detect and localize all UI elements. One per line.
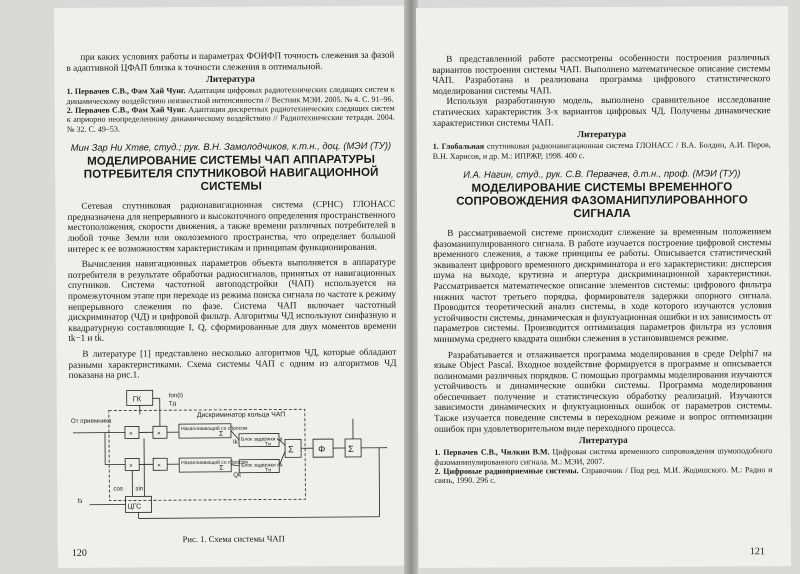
body-paragraph: Сетевая спутниковая радионавигационная система (СРНС) ГЛОНАСС предназначена для непрерывного и высокоточного определения пространственного местоположения, скорости движения, а также времени различных потребителей в любой точке Земли или околоземного пространства, что определяет большой интерес к ее возможностям характеристикам и принципам функционирования. [67, 198, 396, 254]
article-title: МОДЕЛИРОВАНИЕ СИСТЕМЫ ЧАП АППАРАТУРЫ ПОТРЕБИТЕЛЯ СПУТНИКОВОЙ НАВИГАЦИОННОЙ СИСТЕМЫ [83, 152, 379, 194]
body-paragraph: В литературе [1] представлено несколько алгоритмов ЧД, которые обладают разными характеристиками. Схема системы ЧАП с одним из алгоритмов ЧД показана на рис.1. [68, 346, 397, 381]
diagram-label-fe: fэ [77, 497, 83, 505]
literature-heading: Литература [206, 73, 255, 85]
diagram-label-cos: cos [113, 485, 124, 493]
block-diagram [69, 382, 398, 526]
article-authors: Мин Зар Ни Хтве, студ.; рук. В.Н. Замолодчиков, к.т.н., доц. (МЭИ (ТУ)) [70, 139, 392, 154]
left-page [54, 6, 410, 568]
literature-heading: Литература [578, 435, 628, 446]
body-paragraph: Разрабатывается и отлаживается программа моделирования в среде Delphi7 на языке Object Pascal. Входное воздействие формируется в программе и описывается полиномами различных порядков. С помощью программы моделирования изучаются устойчивость и динамические ошибки системы. Программа моделирования обеспечивает получение и статистическую обработку реализаций. Изучаются зависимости динамических и флуктуационных ошибок от параметров системы. Также изучается поведение системы в переходном режиме и вопрос оптимизации ошибок при удовлетворительном виде переходного процесса. [433, 347, 773, 434]
diagram-accum-sigma: Σ [219, 464, 224, 472]
diagram-label-sum-2: Σ [348, 443, 354, 454]
right-page-content [432, 52, 772, 486]
diagram-label-tsgs: ЦГС [127, 503, 142, 511]
diagram-label-td: Tд [168, 399, 177, 407]
diagram-accum-sigma: Σ [218, 430, 224, 438]
body-paragraph: Используя разработанную модель, выполнено сравнительное исследование статических характеристик 3-х вариантов цифровых ЧД. Получены динамические характеристики системы ЧАП. [432, 94, 771, 128]
reference-item: 1. Первачев С.В., Чилкин В.М. Цифровая система временного сопровождения шумоподобного фазоманипулированного сигнала. М.: МЭИ, 2007. [434, 446, 773, 467]
diagram-label-ti: Tи [265, 467, 272, 474]
diagram-label-fop: fоп(t) [168, 391, 184, 399]
page-number-right: 121 [749, 546, 765, 558]
reference-item: 2. Первачев С.В., Фам Хай Чунг. Адаптация дискретных радиотехнических следящих систем к априорно неопределенному динамическому воздействию // Радиотехнические тетради. 2004. № 32. С. 49–53. [66, 103, 395, 134]
diagram-multiplier: × [128, 430, 133, 438]
diagram-label-input: От приемника [70, 417, 112, 425]
article-authors: И.А. Нагин, студ., рук. С.В. Первачев, д.т.н., проф. (МЭИ (ТУ)) [463, 167, 741, 180]
reference-item: 1. Первачев С.В., Фам Хай Чунг. Адаптация цифровых радиотехнических следящих систем к динамическому воздействию неизвестной интенсивности // Вестник МЭИ. 2005. № 4. С. 91–96. [66, 84, 395, 106]
article-title: МОДЕЛИРОВАНИЕ СИСТЕМЫ ВРЕМЕННОГО СОПРОВОЖДЕНИЯ ФАЗОМАНИПУЛИРОВАННОГО СИГНАЛА [456, 180, 748, 221]
body-paragraph: Вычисления навигационных параметров объекта выполняется в аппаратуре потребителя в результате обработки радиосигналов, принятых от навигационных спутников. Система частотной автоподстройки (ЧАП) используется на промежуточном этапе при переходе из режима поиска сигнала по частоте к режиму непрерывного слежения по фазе. Система ЧАП включает частотный дискриминатор (ЧД) и цифровой фильтр. Алгоритмы ЧД используют синфазную и квадратурную составляющие I, Q, сформированные для двух моментов времени tk−1 и tk. [67, 256, 397, 344]
body-paragraph: В рассматриваемой системе происходит слежение за временным положением фазоманипулированного сигнала. В работе изучается построение цифровой системы временного слежения, а также принципы ее работы. Описывается статистический эквивалент цифрового временного дискриминатора и его характеристики: дисперсия шума на выходе, крутизна и апертура дискриминационной характеристики. Рассматривается математическое описание элементов системы: цифрового фильтра нижних частот третьего порядка, формирователя задержки опорного сигнала. Проводится теоретический анализ системы, в ходе которого изучаются условия устойчивости системы, динамическая и флуктуационная ошибки и их зависимость от параметров системы. Производится оптимизация параметров фильтра из условия минимума среднего квадрата ошибки слежения в установившемся режиме. [433, 226, 772, 344]
diagram-label-qk: Qk [233, 471, 242, 479]
diagram-label-gk: ГК [132, 394, 142, 404]
diagram-label-accumulator-2: Накапливающий со сбросом [181, 459, 248, 466]
left-page-content [66, 50, 397, 545]
reference-item: 2. Цифровые радиоприемные системы. Справочник / Под ред. М.И. Жодишского. М.: Радио и связь, 1990. 296 с. [434, 465, 773, 486]
diagram-label-discriminator: Дискриминатор кольца ЧАП [196, 411, 286, 419]
diagram-label-delay-1: Блок задержки на [240, 436, 283, 443]
page-number-left: 120 [71, 547, 87, 559]
body-paragraph: В представленной работе рассмотрены особенности построения различных вариантов построения системы ЧАП. Выполнено математическое описание системы ЧАП. Разработана и реализована программа цифрового статистического моделирования системы ЧАП. [432, 52, 771, 96]
diagram-label-delay-2: Блок задержки на [241, 462, 283, 469]
diagram-multiplier: × [157, 461, 161, 470]
reference-item: 1. Глобальная спутниковая радионавигационная система ГЛОНАСС / В.А. Болдин, А.И. Перов, В.Н. Харисов, и др. М.: ИПРЖР, 1998. 400 с. [432, 140, 771, 161]
diagram-label-sum-1: Σ [288, 444, 294, 455]
figure-caption: Рис. 1. Схема системы ЧАП [182, 533, 285, 544]
intro-paragraph: при каких условиях работы и параметрах ФОИФП точность слежения за фазой в адаптивной ЦФАП близка к точности слежения в оптимальной. [66, 49, 395, 73]
right-page [416, 6, 791, 568]
literature-heading: Литература [577, 129, 627, 140]
diagram-label-accumulator-1: Накапливающий со сбросом [180, 425, 248, 432]
figure-block-diagram [69, 382, 398, 534]
diagram-label-sin: sin [135, 485, 144, 493]
diagram-multiplier: × [129, 462, 133, 470]
diagram-label-ti: Tи [265, 441, 271, 448]
diagram-label-phi: Φ [318, 443, 326, 454]
diagram-label-ik: Ik [233, 438, 238, 446]
diagram-multiplier: × [156, 429, 161, 438]
